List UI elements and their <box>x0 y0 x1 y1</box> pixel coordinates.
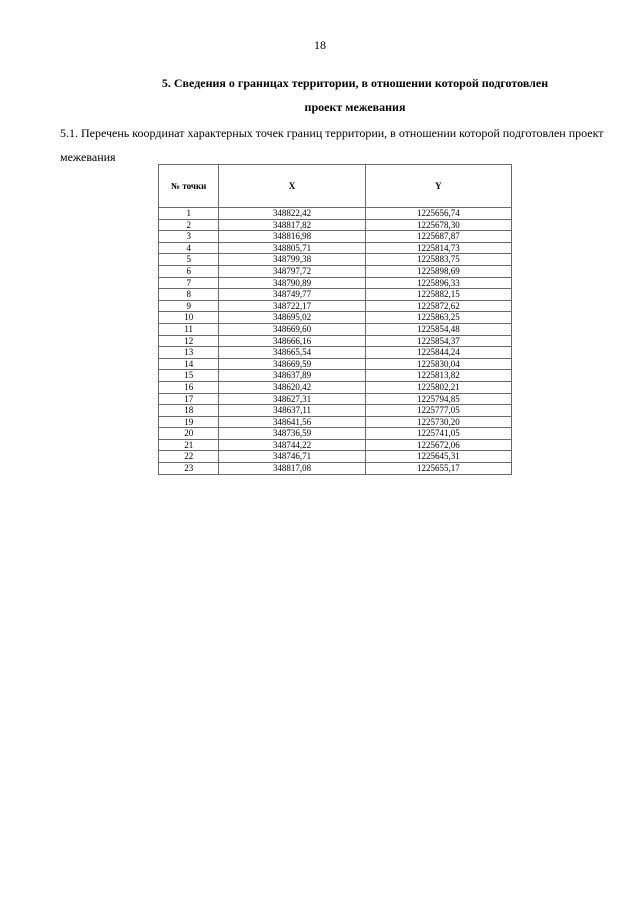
cell-point-number: 3 <box>159 231 219 243</box>
cell-y: 1225678,30 <box>365 219 511 231</box>
cell-point-number: 2 <box>159 219 219 231</box>
table-row <box>159 277 512 289</box>
cell-x: 348746,71 <box>219 451 365 463</box>
cell-y: 1225830,04 <box>365 358 511 370</box>
table-row <box>159 219 512 231</box>
cell-y: 1225883,75 <box>365 254 511 266</box>
cell-point-number: 5 <box>159 254 219 266</box>
cell-x: 348817,82 <box>219 219 365 231</box>
cell-point-number: 17 <box>159 393 219 405</box>
section-heading-line-2: проект межевания <box>304 100 406 114</box>
cell-x: 348695,02 <box>219 312 365 324</box>
cell-point-number: 15 <box>159 370 219 382</box>
cell-point-number: 21 <box>159 439 219 451</box>
cell-y: 1225854,48 <box>365 323 511 335</box>
cell-y: 1225645,31 <box>365 451 511 463</box>
table-row <box>159 439 512 451</box>
cell-y: 1225854,37 <box>365 335 511 347</box>
cell-x: 348797,72 <box>219 265 365 277</box>
section-heading-line-1: 5. Сведения о границах территории, в отношении которой подготовлен <box>161 76 549 90</box>
cell-y: 1225882,15 <box>365 289 511 301</box>
cell-y: 1225777,05 <box>365 405 511 417</box>
cell-x: 348669,60 <box>219 323 365 335</box>
cell-point-number: 16 <box>159 381 219 393</box>
cell-y: 1225844,24 <box>365 347 511 359</box>
cell-y: 1225896,33 <box>365 277 511 289</box>
table-row <box>159 208 512 220</box>
cell-y: 1225863,25 <box>365 312 511 324</box>
cell-x: 348805,71 <box>219 242 365 254</box>
cell-point-number: 22 <box>159 451 219 463</box>
cell-x: 348749,77 <box>219 289 365 301</box>
cell-x: 348790,89 <box>219 277 365 289</box>
cell-y: 1225741,05 <box>365 428 511 440</box>
cell-point-number: 20 <box>159 428 219 440</box>
cell-x: 348744,22 <box>219 439 365 451</box>
table-row <box>159 451 512 463</box>
header-x: X <box>219 165 365 208</box>
cell-y: 1225656,74 <box>365 208 511 220</box>
cell-x: 348665,54 <box>219 347 365 359</box>
cell-point-number: 18 <box>159 405 219 417</box>
cell-point-number: 14 <box>159 358 219 370</box>
cell-x: 348666,16 <box>219 335 365 347</box>
cell-x: 348669,59 <box>219 358 365 370</box>
table-row <box>159 231 512 243</box>
cell-x: 348637,11 <box>219 405 365 417</box>
table-row <box>159 300 512 312</box>
cell-y: 1225655,17 <box>365 463 511 475</box>
cell-x: 348816,98 <box>219 231 365 243</box>
cell-point-number: 9 <box>159 300 219 312</box>
cell-y: 1225872,62 <box>365 300 511 312</box>
cell-x: 348822,42 <box>219 208 365 220</box>
cell-y: 1225802,21 <box>365 381 511 393</box>
cell-x: 348620,42 <box>219 381 365 393</box>
cell-x: 348627,31 <box>219 393 365 405</box>
cell-y: 1225813,82 <box>365 370 511 382</box>
cell-x: 348736,59 <box>219 428 365 440</box>
cell-point-number: 10 <box>159 312 219 324</box>
table-row <box>159 381 512 393</box>
table-row <box>159 323 512 335</box>
table-row <box>159 242 512 254</box>
table-row <box>159 463 512 475</box>
cell-x: 348817,08 <box>219 463 365 475</box>
cell-y: 1225687,87 <box>365 231 511 243</box>
table-row <box>159 358 512 370</box>
cell-point-number: 13 <box>159 347 219 359</box>
cell-point-number: 6 <box>159 265 219 277</box>
table-row <box>159 416 512 428</box>
table-row <box>159 312 512 324</box>
table-row <box>159 428 512 440</box>
cell-x: 348799,38 <box>219 254 365 266</box>
cell-y: 1225794,85 <box>365 393 511 405</box>
table-row <box>159 347 512 359</box>
table-row <box>159 405 512 417</box>
header-point-number: № точки <box>159 165 219 208</box>
cell-point-number: 12 <box>159 335 219 347</box>
coordinates-table <box>158 164 512 475</box>
table-row <box>159 370 512 382</box>
cell-point-number: 23 <box>159 463 219 475</box>
intro-paragraph: 5.1. Перечень координат характерных точек границ территории, в отношении которой подготовлен проект межевания <box>60 126 604 164</box>
cell-x: 348637,89 <box>219 370 365 382</box>
cell-point-number: 7 <box>159 277 219 289</box>
cell-y: 1225730,20 <box>365 416 511 428</box>
cell-y: 1225814,73 <box>365 242 511 254</box>
cell-y: 1225672,06 <box>365 439 511 451</box>
cell-point-number: 1 <box>159 208 219 220</box>
header-y: Y <box>365 165 511 208</box>
cell-x: 348722,17 <box>219 300 365 312</box>
table-row <box>159 393 512 405</box>
table-row <box>159 289 512 301</box>
page-number: 18 <box>314 38 326 52</box>
cell-x: 348641,56 <box>219 416 365 428</box>
table-row <box>159 265 512 277</box>
cell-point-number: 4 <box>159 242 219 254</box>
table-body <box>159 208 512 475</box>
cell-point-number: 19 <box>159 416 219 428</box>
cell-point-number: 8 <box>159 289 219 301</box>
cell-point-number: 11 <box>159 323 219 335</box>
table-header-row <box>159 165 512 208</box>
table-row <box>159 254 512 266</box>
table-row <box>159 335 512 347</box>
cell-y: 1225898,69 <box>365 265 511 277</box>
